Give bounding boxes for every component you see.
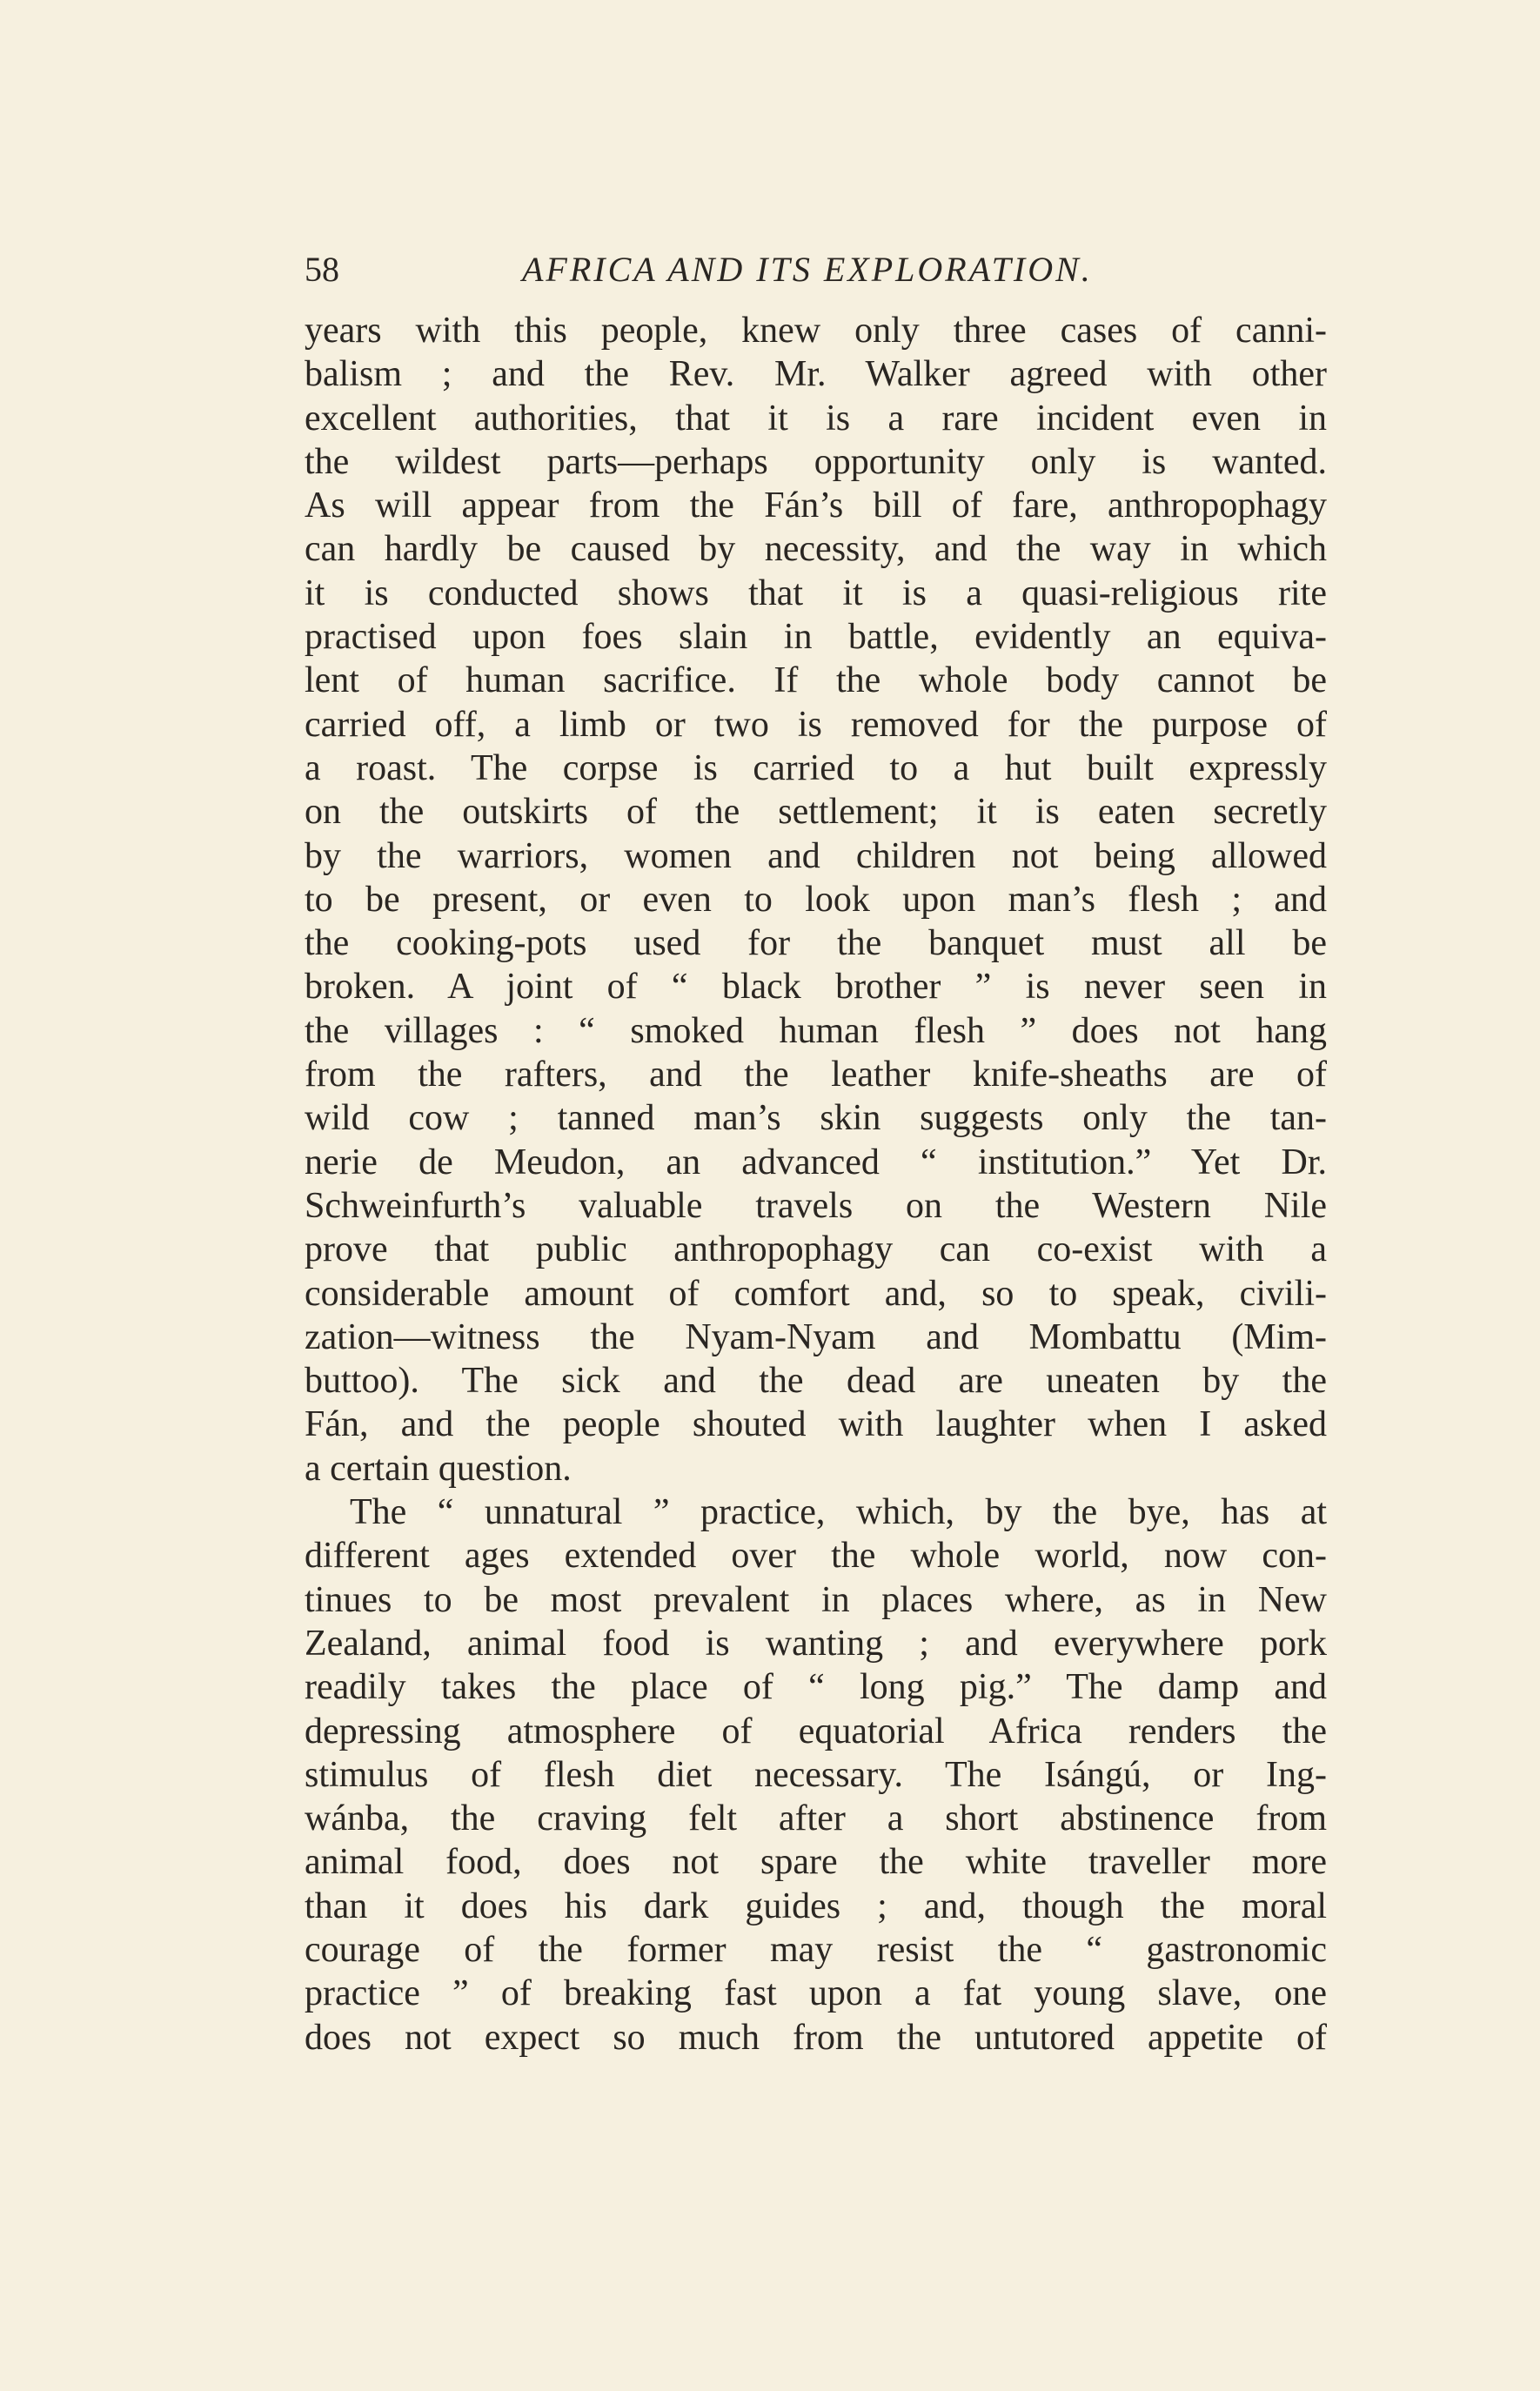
text-line: from the rafters, and the leather knife-sheaths are of	[305, 1055, 1327, 1095]
text-line: wild cow ; tanned man’s skin suggests only the tan-	[305, 1098, 1327, 1139]
text-line: years with this people, knew only three cases of canni-	[305, 311, 1327, 351]
text-line: the villages : “ smoked human flesh ” does not hang	[305, 1010, 1327, 1051]
text-line: depressing atmosphere of equatorial Africa renders the	[305, 1711, 1327, 1751]
text-line: it is conducted shows that it is a quasi-religious rite	[305, 573, 1327, 613]
text-line: lent of human sacrifice. If the whole body cannot be	[305, 660, 1327, 701]
text-line: does not expect so much from the untutored appetite of	[305, 2017, 1327, 2058]
text-line: can hardly be caused by necessity, and the way in which	[305, 529, 1327, 570]
text-line: The “ unnatural ” practice, which, by the bye, has at	[350, 1492, 1327, 1533]
running-head	[305, 244, 1327, 296]
text-line: by the warriors, women and children not being allowed	[305, 835, 1327, 876]
text-line: practised upon foes slain in battle, evidently an equiva-	[305, 617, 1327, 658]
text-line: different ages extended over the whole world, now con-	[305, 1536, 1327, 1577]
text-line: on the outskirts of the settlement; it is eaten secretly	[305, 792, 1327, 833]
text-line: a roast. The corpse is carried to a hut built expressly	[305, 747, 1327, 788]
text-line: courage of the former may resist the “ gastronomic	[305, 1929, 1327, 1970]
text-line: readily takes the place of “ long pig.” The damp and	[305, 1667, 1327, 1708]
text-line: considerable amount of comfort and, so to speak, civili-	[305, 1273, 1327, 1314]
text-line: nerie de Meudon, an advanced “ institution.” Yet Dr.	[305, 1142, 1327, 1182]
text-line: a certain question.	[305, 1448, 572, 1489]
text-line: Schweinfurth’s valuable travels on the Western Nile	[305, 1185, 1327, 1226]
running-title: AFRICA AND ITS EXPLORATION.	[522, 250, 1093, 289]
text-line: zation—witness the Nyam-Nyam and Mombattu (Mim-	[305, 1316, 1327, 1357]
text-line: to be present, or even to look upon man’s flesh ; and	[305, 879, 1327, 920]
text-line: As will appear from the Fán’s bill of fare, anthropophagy	[305, 486, 1327, 526]
text-line: excellent authorities, that it is a rare incident even in	[305, 398, 1327, 439]
text-line: balism ; and the Rev. Mr. Walker agreed with other	[305, 354, 1327, 395]
page-number: 58	[305, 250, 339, 289]
text-line: practice ” of breaking fast upon a fat young slave, one	[305, 1973, 1327, 2014]
text-line: animal food, does not spare the white traveller more	[305, 1842, 1327, 1883]
text-line: Fán, and the people shouted with laughter when I asked	[305, 1404, 1327, 1445]
text-line: the cooking-pots used for the banquet must all be	[305, 923, 1327, 964]
text-line: Zealand, animal food is wanting ; and everywhere pork	[305, 1623, 1327, 1664]
text-line: tinues to be most prevalent in places where, as in New	[305, 1579, 1327, 1620]
text-line: carried off, a limb or two is removed for the purpose of	[305, 704, 1327, 745]
text-line: than it does his dark guides ; and, though the moral	[305, 1885, 1327, 1926]
text-line: wánba, the craving felt after a short abstinence from	[305, 1798, 1327, 1839]
text-line: stimulus of flesh diet necessary. The Isángú, or Ing-	[305, 1754, 1327, 1795]
text-line: buttoo). The sick and the dead are uneaten by the	[305, 1361, 1327, 1402]
body-text	[305, 309, 1327, 2059]
text-line: broken. A joint of “ black brother ” is never seen in	[305, 967, 1327, 1008]
text-line: prove that public anthropophagy can co-exist with a	[305, 1229, 1327, 1270]
text-line: the wildest parts—perhaps opportunity only is wanted.	[305, 441, 1327, 482]
